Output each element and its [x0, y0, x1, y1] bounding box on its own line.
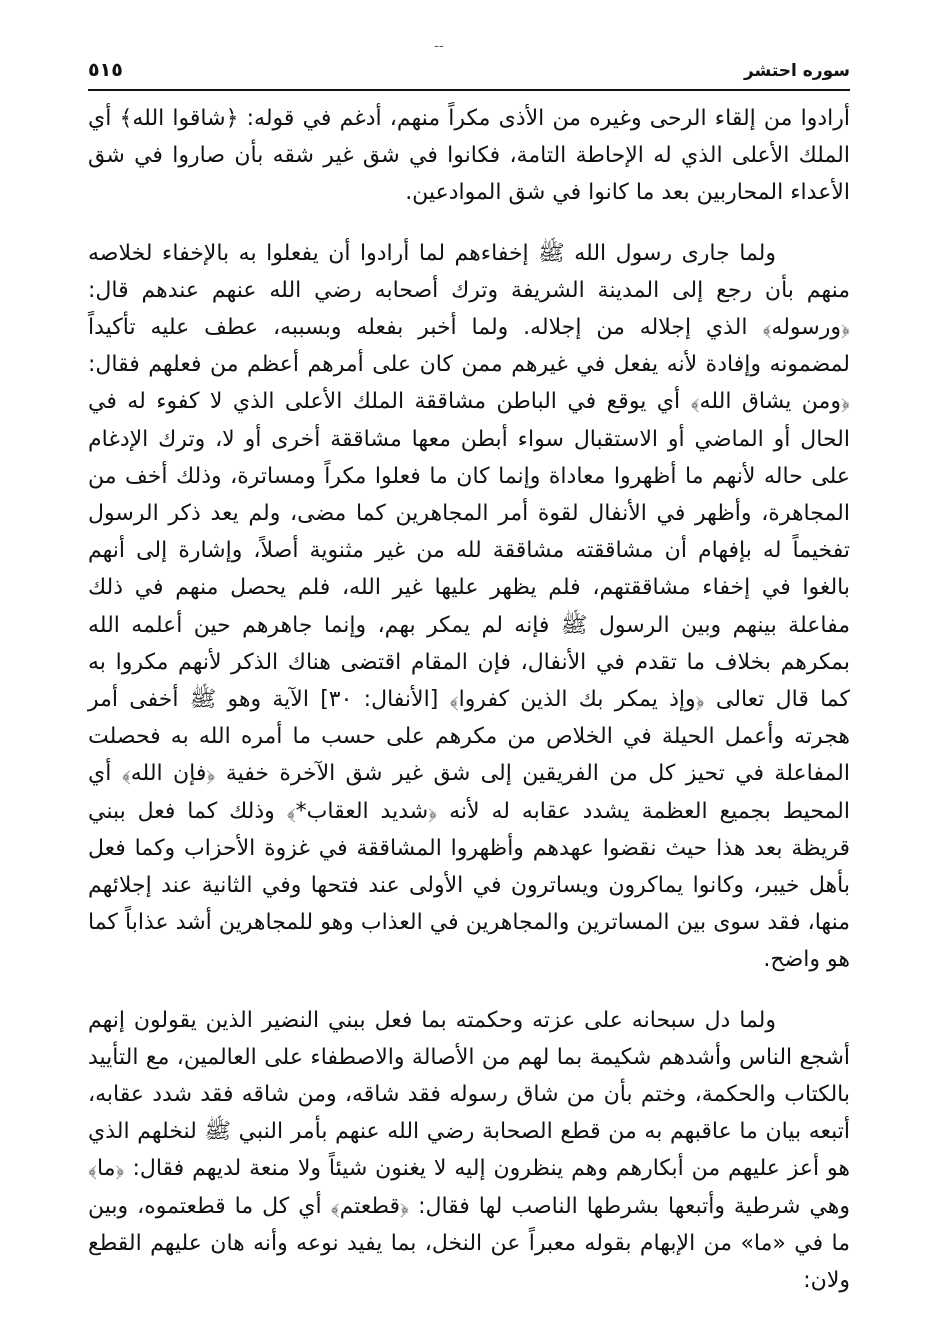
paragraph-gap: [88, 212, 850, 235]
running-head: [88, 55, 850, 85]
paragraph-1: أرادوا من إلقاء الرحى وغيره من الأذى مكراً منهم، أدغم في قوله: ﴿شاقوا الله﴾ أي الملك الأعلى الذي له الإحاطة التامة، فكانوا في شق غير شقه بأن صاروا في شق الأعداء المحاربين بعد ما كانوا في شق الموادعين.: [88, 106, 850, 206]
main-text: [88, 100, 850, 1299]
paragraph-2: ولما جارى رسول الله ﷺ إخفاءهم لما أرادوا أن يفعلوا به بالإخفاء لخلاصه منهم بأن رجع إلى المدينة الشريفة وترك أصحابه رضي الله عنهم عندهم قال: ﴿ورسوله﴾ الذي إجلاله من إجلاله. ولما أخبر بفعله وبسببه، عطف عليه تأكيداً لمضمونه وإفادة لأنه يفعل في غيرهم ممن كان على أمرهم أعظم من فعلهم فقال: ﴿ومن يشاق الله﴾ أي يوقع في الباطن مشاققة الملك الأعلى الذي لا كفوء له في الحال أو الماضي أو الاستقبال سواء أبطن معها مشاققة أخرى أو لا، وترك الإدغام على حاله لأنهم ما أظهروا معاداة وإنما كان ما فعلوا مكراً ومساترة، وذلك أخف من المجاهرة، وأظهر في الأنفال لقوة أمر المجاهرين كما مضى، ولم يعد ذكر الرسول تفخيماً له بإفهام أن مشاققته مشاققة لله من غير مثنوية أصلاً، وإشارة إلى أنهم بالغوا في إخفاء مشاققتهم، فلم يظهر عليها غير الله، فلم يحصل منهم في ذلك مفاعلة بينهم وبين الرسول ﷺ فإنه لم يمكر بهم، وإنما جاهرهم حين أعلمه الله بمكرهم بخلاف ما تقدم في الأنفال، فإن المقام اقتضى هناك الذكر لأنهم مكروا به كما قال تعالى ﴿وإذ يمكر بك الذين كفروا﴾ [الأنفال: ٣٠] الآية وهو ﷺ أخفى أمر هجرته وأعمل الحيلة في الخلاص من مكرهم على حسب ما أمره الله به فحصلت المفاعلة في تحيز كل من الفريقين إلى شق غير شق الآخرة خفية ﴿فإن الله﴾ أي المحيط بجميع العظمة يشدد عقابه له لأنه ﴿شديد العقاب*﴾ وذلك كما فعل ببني قريظة بعد هذا حيث نقضوا عهدهم وأظهروا المشاققة في غزوة الأحزاب وكما فعل بأهل خيبر، وكانوا يماكرون ويساترون في الأولى عند فتحها وفي الثانية عند إجلائهم منها، فقد سوى بين المساترين والمجاهرين في العذاب وهو للمجاهرين أشد عذاباً كما هو واضح.: [88, 240, 850, 973]
header-divider: [88, 89, 850, 91]
surah-title: سوره احتشر: [743, 61, 850, 81]
page-number: ٥١٥: [88, 59, 123, 81]
header-mark: --: [434, 39, 444, 54]
paragraph-gap: [88, 979, 850, 1002]
paragraph-3: ولما دل سبحانه على عزته وحكمته بما فعل ببني النضير الذين يقولون إنهم أشجع الناس وأشدهم شكيمة بما لهم من الأصالة والاصطفاء على العالمين، مع التأييد بالكتاب والحكمة، وختم بأن من شاق رسوله فقد شاقه، ومن شاقه فقد شدد عقابه، أتبعه بيان ما عاقبهم به من قطع الصحابة رضي الله عنهم بأمر النبي ﷺ لنخلهم الذي هو أعز عليهم من أبكارهم وهم ينظرون إليه لا يغنون شيئاً ولا منعة لديهم فقال: ﴿ما﴾ وهي شرطية وأتبعها بشرطها الناصب لها فقال: ﴿قطعتم﴾ أي كل ما قطعتموه، وبين ما في «ما» من الإبهام بقوله معبراً عن النخل، بما يفيد نوعه وأنه هان عليهم القطع ولان:: [88, 1007, 850, 1294]
